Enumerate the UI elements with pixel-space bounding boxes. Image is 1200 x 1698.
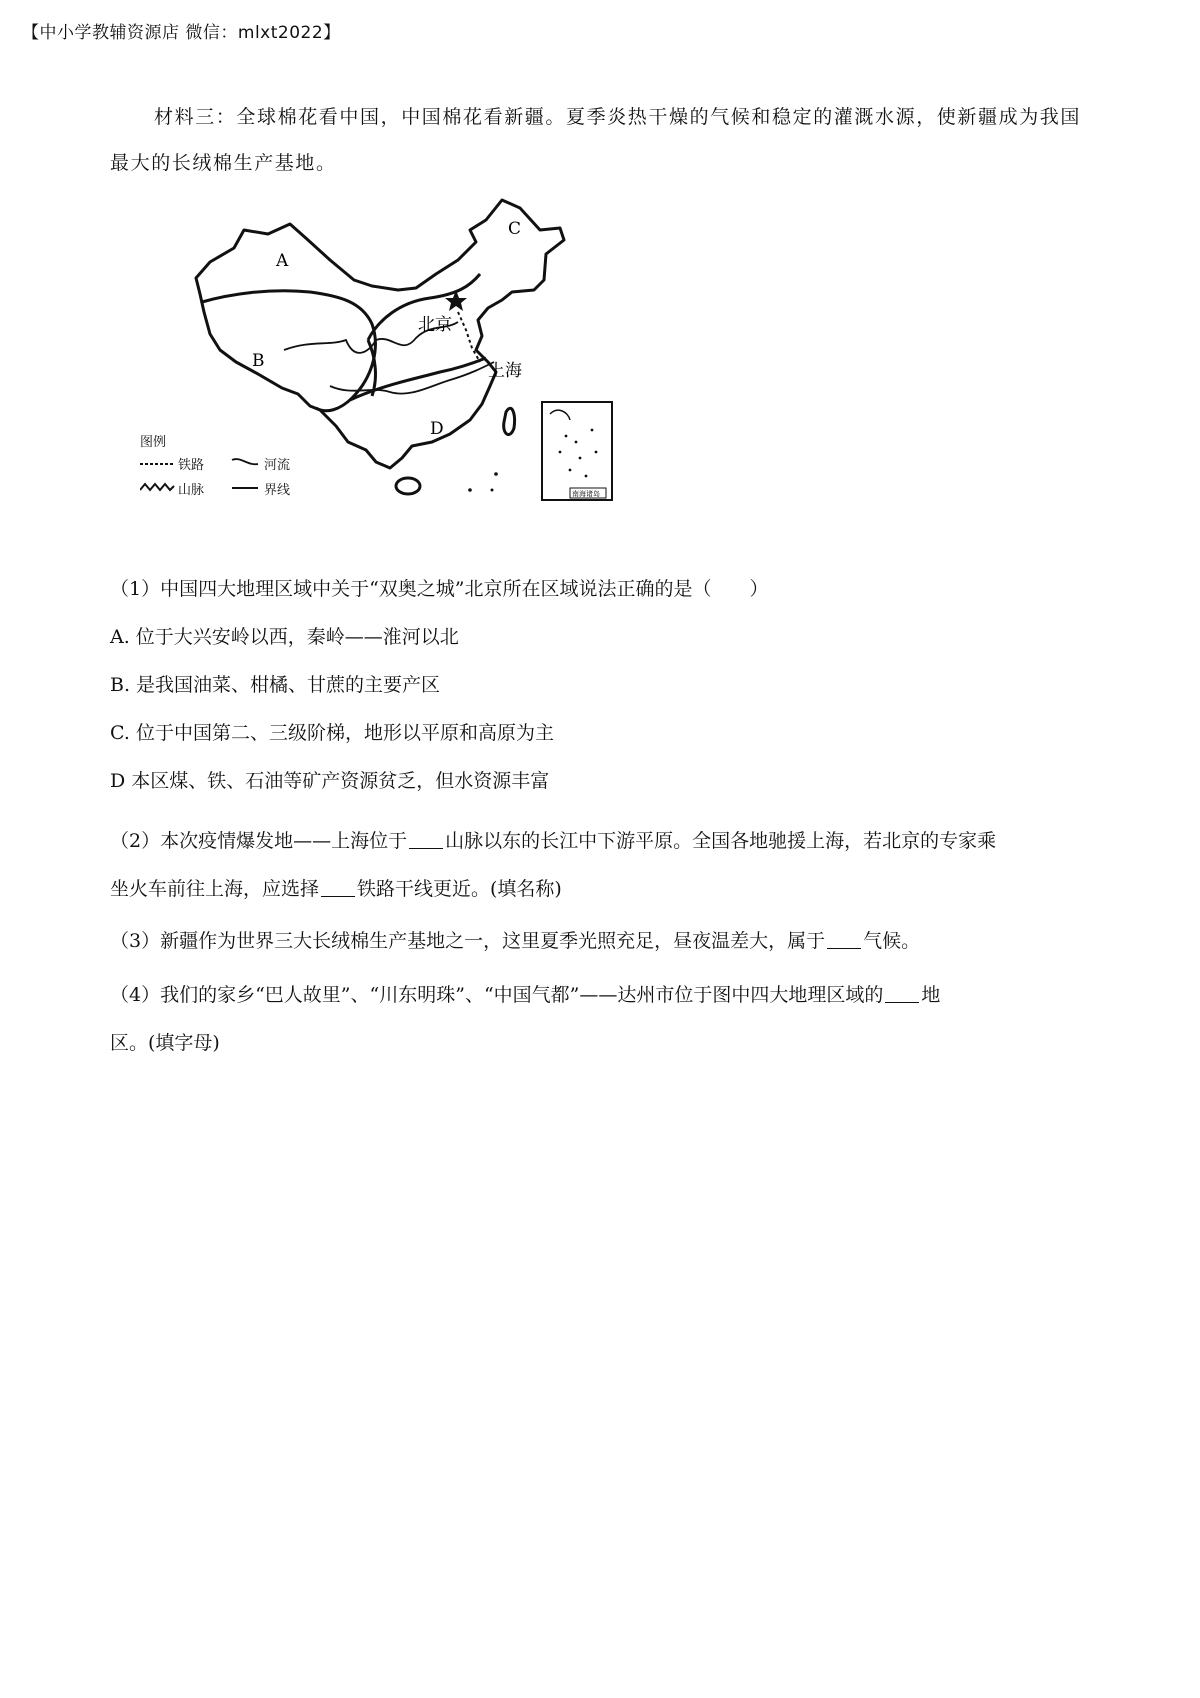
- page-header: 【中小学教辅资源店 微信：mlxt2022】: [22, 23, 341, 43]
- taiwan-island: [504, 408, 515, 434]
- q2-text-1: （2）本次疫情爆发地——上海位于: [110, 830, 408, 852]
- legend-railway: 铁路: [178, 458, 205, 473]
- q1-option-c: C. 位于中国第二、三级阶梯，地形以平原和高原为主: [110, 722, 554, 744]
- region-label-c: C: [508, 219, 522, 239]
- q4-line-2: 区。(填字母): [110, 1032, 220, 1054]
- q2-text-3: 坐火车前往上海，应选择: [110, 878, 320, 900]
- hainan-island: [396, 478, 420, 494]
- region-label-a: A: [276, 251, 289, 271]
- q2-line-2: [110, 874, 562, 901]
- map-legend: [140, 435, 290, 498]
- city-label-shanghai: 上海: [488, 361, 522, 381]
- legend-boundary: 界线: [264, 483, 291, 498]
- q3-blank-climate[interactable]: [827, 930, 861, 949]
- city-label-beijing: 北京: [418, 315, 452, 335]
- q1-option-a: A. 位于大兴安岭以西，秦岭——淮河以北: [110, 626, 459, 648]
- region-label-b: B: [252, 351, 265, 371]
- south-china-sea-inset: [542, 402, 612, 500]
- boundary-qinling-huaihe: [350, 358, 486, 400]
- q2-text-4: 铁路干线更近。(填名称): [357, 878, 562, 900]
- boundary-qinghai-tibet: [202, 291, 375, 411]
- q4-line-1: [110, 980, 940, 1007]
- q4-text-2: 地: [921, 984, 941, 1006]
- q2-line-1: [110, 826, 996, 853]
- q2-blank-railway[interactable]: [321, 878, 355, 897]
- inset-label: 南海诸岛: [572, 490, 600, 498]
- q1-option-b: B. 是我国油菜、柑橘、甘蔗的主要产区: [110, 674, 441, 696]
- q3-text-1: （3）新疆作为世界三大长绒棉生产基地之一，这里夏季光照充足，昼夜温差大，属于: [110, 930, 826, 952]
- china-outline: [196, 200, 564, 468]
- q1-option-d: D 本区煤、铁、石油等矿产资源贫乏，但水资源丰富: [110, 770, 550, 792]
- q1-stem: （1）中国四大地理区域中关于“双奥之城”北京所在区域说法正确的是（ ）: [110, 578, 769, 600]
- legend-title: 图例: [140, 435, 167, 450]
- q3-text-2: 气候。: [863, 930, 921, 952]
- legend-river: 河流: [264, 458, 291, 473]
- q2-text-2: 山脉以东的长江中下游平原。全国各地驰援上海，若北京的专家乘: [445, 830, 997, 852]
- legend-mountain: 山脉: [178, 483, 205, 498]
- q2-blank-mountain[interactable]: [409, 830, 443, 849]
- material-three: 材料三：全球棉花看中国，中国棉花看新疆。夏季炎热干燥的气候和稳定的灌溉水源，使新疆成为我国最大的长绒棉生产基地。: [110, 106, 1082, 174]
- q3-line: [110, 926, 920, 953]
- china-region-map: [140, 190, 620, 520]
- q4-text-1: （4）我们的家乡“巴人故里”、“川东明珠”、“中国气都”——达州市位于图中四大地理区域的: [110, 984, 884, 1006]
- q4-blank-region[interactable]: [885, 984, 919, 1003]
- region-label-d: D: [430, 419, 444, 439]
